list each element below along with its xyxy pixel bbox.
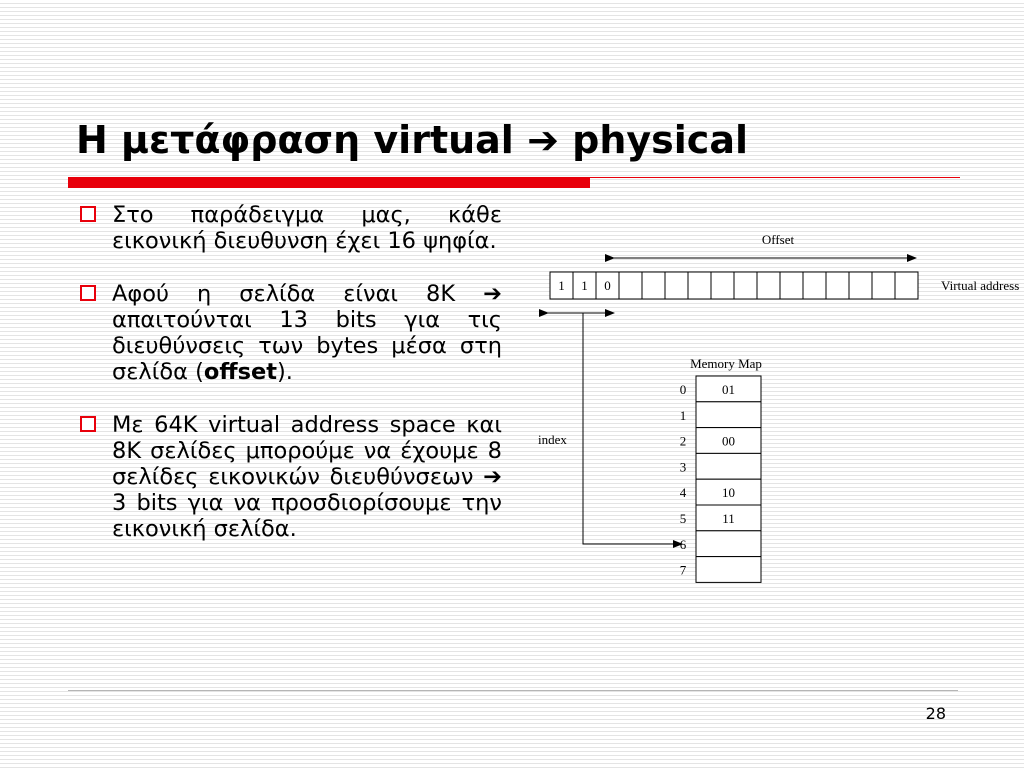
virtual-address-register <box>550 272 918 299</box>
checkbox-bullet-icon <box>80 416 96 432</box>
address-bit-cell <box>757 272 780 299</box>
bullet-text <box>112 281 502 385</box>
memory-map-index: 4 <box>679 485 687 501</box>
address-bit-cell <box>826 272 849 299</box>
address-bit-cell <box>642 272 665 299</box>
address-bit-cell <box>780 272 803 299</box>
memory-map-value: 00 <box>722 433 735 449</box>
right-arrow-icon: ➔ <box>483 464 502 490</box>
bullet-text <box>112 412 502 542</box>
memory-map-cell <box>696 531 761 557</box>
memory-map-title: Memory Map <box>690 356 762 371</box>
bullet-bold-term: offset <box>203 359 277 385</box>
address-bit-cell <box>734 272 757 299</box>
memory-map-index: 1 <box>679 407 687 423</box>
address-bit-value: 1 <box>558 278 565 293</box>
footer-divider <box>68 690 958 691</box>
memory-map-value: 10 <box>722 485 735 501</box>
address-bit-cell <box>619 272 642 299</box>
title-underline-line <box>590 177 960 178</box>
address-bit-cell <box>895 272 918 299</box>
memory-map-index: 2 <box>679 433 687 449</box>
checkbox-bullet-icon <box>80 285 96 301</box>
bullet-text-part: Με 64K virtual address space και 8K σελίδες μπορούμε να έχουμε 8 σελίδες εικονικών διευθύνσεων <box>112 412 502 490</box>
memory-map-value: 01 <box>722 382 735 397</box>
memory-map-index: 3 <box>679 459 687 475</box>
bullet-item <box>78 281 502 385</box>
bullet-text-part: 3 bits για να προσδιορίσουμε την εικονική σελίδα. <box>112 490 502 542</box>
bullet-text <box>112 202 502 254</box>
bullet-text-part: Αφού η σελίδα είναι 8K <box>112 281 484 307</box>
index-lookup-arrow <box>583 313 682 544</box>
address-translation-diagram <box>530 222 1020 592</box>
address-bit-cell <box>665 272 688 299</box>
address-bit-cell <box>872 272 895 299</box>
bullet-text-part: ). <box>276 359 293 385</box>
address-bit-cell <box>711 272 734 299</box>
bullet-item <box>78 202 502 254</box>
address-bit-value: 1 <box>581 278 588 293</box>
bullet-item <box>78 412 502 542</box>
offset-label: Offset <box>761 232 795 247</box>
memory-map-index: 7 <box>679 562 687 578</box>
slide-title: Η μετάφραση virtual ➔ physical <box>76 118 748 162</box>
memory-map-value: 11 <box>722 511 735 526</box>
memory-map-index: 5 <box>679 511 687 526</box>
bullet-list <box>78 202 502 569</box>
title-underline-accent <box>68 177 590 188</box>
checkbox-bullet-icon <box>80 206 96 222</box>
address-bit-cell <box>803 272 826 299</box>
page-number: 28 <box>925 704 946 723</box>
address-bit-cell <box>688 272 711 299</box>
address-bit-cell <box>849 272 872 299</box>
memory-map-cell <box>696 402 761 428</box>
bullet-text-part: Στο παράδειγμα μας, κάθε εικονική διευθυνση έχει 16 ψηφία. <box>112 202 502 254</box>
bullet-text-part: απαιτούνται 13 bits για τις διευθύνσεις των bytes μέσα στη σελίδα ( <box>112 307 502 385</box>
memory-map-cell <box>696 453 761 479</box>
memory-map-index: 6 <box>679 536 687 552</box>
right-arrow-icon: ➔ <box>483 281 502 307</box>
memory-map-index: 0 <box>679 382 687 397</box>
address-bit-value: 0 <box>604 278 611 293</box>
memory-map-table <box>680 376 761 582</box>
virtual-address-label: Virtual address <box>941 278 1020 293</box>
memory-map-cell <box>696 557 761 583</box>
index-label: index <box>538 432 567 447</box>
